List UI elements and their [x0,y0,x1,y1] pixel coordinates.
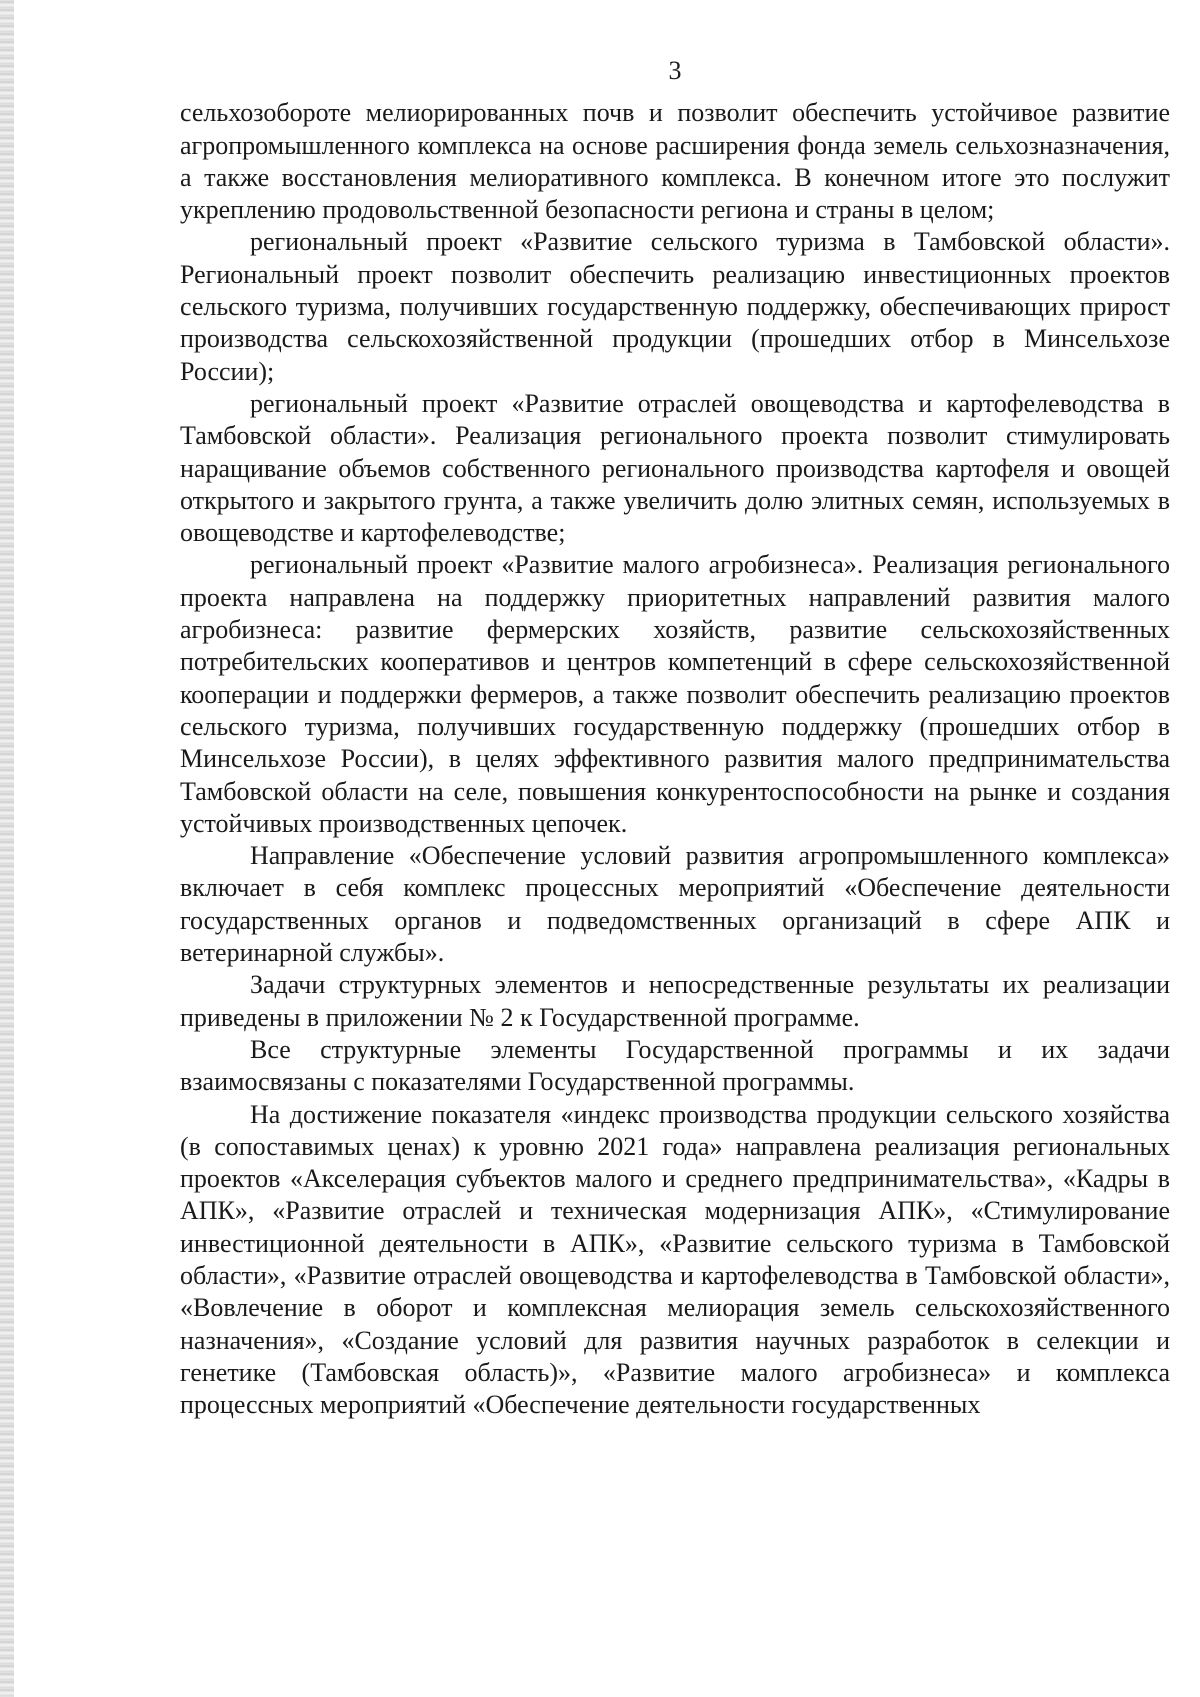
paragraph-7: Все структурные элементы Государственной программы и их задачи взаимосвязаны с показателями Государственной программы. [180,1034,1170,1097]
paragraph-1: сельхозобороте мелиорированных почв и позволит обеспечить устойчивое развитие агропромышленного комплекса на основе расширения фонда земель сельхозназначения, а также восстановления мелиоративного комплекса. В конечном итоге это послужит укреплению продовольственной безопасности региона и страны в целом; [180,98,1170,225]
paragraph-6: Задачи структурных элементов и непосредственные результаты их реализации приведены в приложении № 2 к Государственной программе. [180,970,1170,1032]
paragraph-3: региональный проект «Развитие отраслей овощеводства и картофелеводства в Тамбовской области». Реализация регионального проекта позволит стимулировать наращивание объемов собственного регионального производства картофеля и овощей открытого и закрытого грунта, а также увеличить долю элитных семян, используемых в овощеводстве и картофелеводстве; [180,388,1170,548]
paragraph-4: региональный проект «Развитие малого агробизнеса». Реализация регионального проекта направлена на поддержку приоритетных направлений развития малого агробизнеса: развитие фермерских хозяйств, развитие сельскохозяйственных потребительских кооперативов и центров компетенций в сфере сельскохозяйственной кооперации и поддержки фермеров, а также позволит обеспечить реализацию проектов сельского туризма, получивших государственную поддержку (прошедших отбор в Минсельхозе России), в целях эффективного развития малого предпринимательства Тамбовской области на селе, повышения конкурентоспособности на рынке и создания устойчивых производственных цепочек. [180,550,1170,838]
paragraph-2: региональный проект «Развитие сельского туризма в Тамбовской области». Региональный проект позволит обеспечить реализацию инвестиционных проектов сельского туризма, получивших государственную поддержку, обеспечивающих прирост производства сельскохозяйственной продукции (прошедших отбор в Минсельхозе России); [180,227,1170,386]
scan-edge-strip [0,0,14,1697]
paragraph-5: Направление «Обеспечение условий развития агропромышленного комплекса» включает в себя комплекс процессных мероприятий «Обеспечение деятельности государственных органов и подведомственных организаций в сфере АПК и ветеринарной службы». [180,841,1170,968]
document-page [180,55,1170,1421]
page-number: 3 [668,56,682,85]
paragraph-8: На достижение показателя «индекс производства продукции сельского хозяйства (в сопоставимых ценах) к уровню 2021 года» направлена реализация региональных проектов «Акселерация субъектов малого и среднего предпринимательства», «Кадры в АПК», «Развитие отраслей и техническая модернизация АПК», «Стимулирование инвестиционной деятельности в АПК», «Развитие сельского туризма в Тамбовской области», «Развитие отраслей овощеводства и картофелеводства в Тамбовской области», «Вовлечение в оборот и комплексная мелиорация земель сельскохозяйственного назначения», «Создание условий для развития научных разработок в селекции и генетике (Тамбовская область)», «Развитие малого агробизнеса» и комплекса процессных мероприятий «Обеспечение деятельности государственных [180,1099,1170,1420]
